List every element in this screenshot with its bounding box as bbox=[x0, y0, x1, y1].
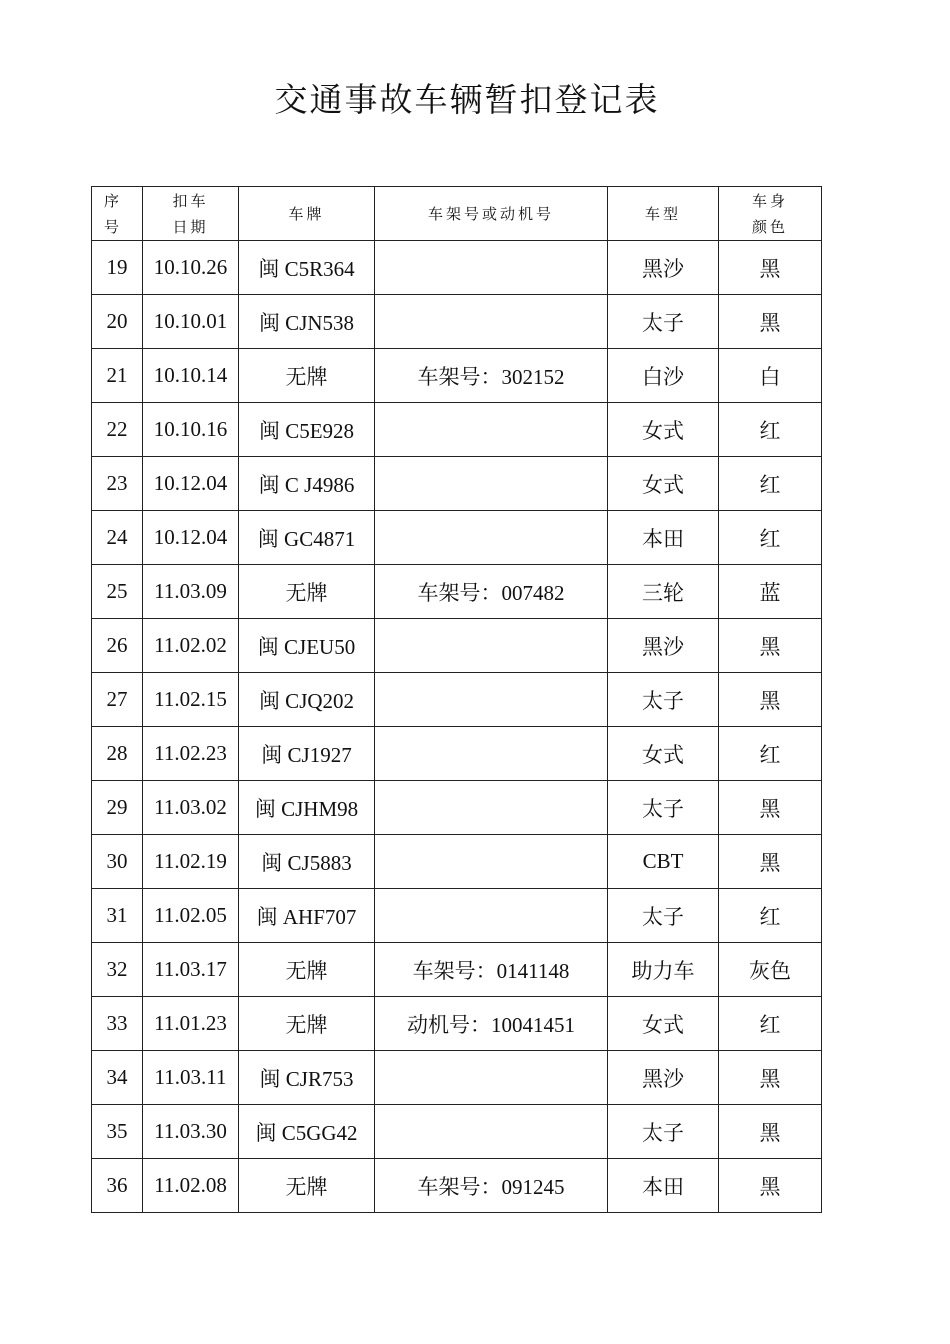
cell-model: 太子 bbox=[608, 889, 719, 943]
cell-color: 白 bbox=[719, 349, 822, 403]
page-title: 交通事故车辆暂扣登记表 bbox=[274, 80, 660, 119]
table-row bbox=[92, 1051, 822, 1105]
cell-no: 36 bbox=[92, 1159, 143, 1213]
table-row bbox=[92, 241, 822, 295]
cell-color: 黑 bbox=[719, 781, 822, 835]
cell-plate: 闽 C5E928 bbox=[239, 403, 375, 457]
cell-color: 蓝 bbox=[719, 565, 822, 619]
cell-model: 太子 bbox=[608, 781, 719, 835]
table-row bbox=[92, 835, 822, 889]
table-row bbox=[92, 727, 822, 781]
cell-date: 11.02.08 bbox=[143, 1159, 239, 1213]
table-row bbox=[92, 889, 822, 943]
vehicle-register-table bbox=[91, 186, 822, 1213]
cell-frame-engine bbox=[375, 673, 608, 727]
cell-frame-engine: 车架号：302152 bbox=[375, 349, 608, 403]
cell-plate: 闽 CJN538 bbox=[239, 295, 375, 349]
cell-frame-engine: 车架号：0141148 bbox=[375, 943, 608, 997]
cell-plate: 闽 CJ5883 bbox=[239, 835, 375, 889]
cell-color: 红 bbox=[719, 511, 822, 565]
cell-date: 10.10.01 bbox=[143, 295, 239, 349]
cell-color: 黑 bbox=[719, 1051, 822, 1105]
cell-frame-engine bbox=[375, 727, 608, 781]
cell-model: 女式 bbox=[608, 727, 719, 781]
cell-plate: 闽 C5R364 bbox=[239, 241, 375, 295]
cell-no: 24 bbox=[92, 511, 143, 565]
cell-no: 26 bbox=[92, 619, 143, 673]
cell-no: 20 bbox=[92, 295, 143, 349]
cell-color: 黑 bbox=[719, 835, 822, 889]
cell-model: 黑沙 bbox=[608, 1051, 719, 1105]
header-row bbox=[92, 187, 822, 241]
cell-date: 10.10.16 bbox=[143, 403, 239, 457]
cell-plate: 无牌 bbox=[239, 565, 375, 619]
cell-no: 28 bbox=[92, 727, 143, 781]
cell-color: 红 bbox=[719, 457, 822, 511]
cell-model: 太子 bbox=[608, 1105, 719, 1159]
cell-frame-engine bbox=[375, 403, 608, 457]
cell-date: 11.02.23 bbox=[143, 727, 239, 781]
cell-frame-engine: 车架号：007482 bbox=[375, 565, 608, 619]
header-model: 车型 bbox=[608, 187, 719, 241]
cell-plate: 闽 C5GG42 bbox=[239, 1105, 375, 1159]
cell-no: 21 bbox=[92, 349, 143, 403]
header-no: 序 号 bbox=[92, 187, 143, 241]
cell-date: 11.03.09 bbox=[143, 565, 239, 619]
header-color: 车身 颜色 bbox=[719, 187, 822, 241]
cell-model: 白沙 bbox=[608, 349, 719, 403]
cell-frame-engine bbox=[375, 1051, 608, 1105]
cell-no: 23 bbox=[92, 457, 143, 511]
cell-color: 黑 bbox=[719, 673, 822, 727]
cell-frame-engine bbox=[375, 295, 608, 349]
cell-frame-engine bbox=[375, 1105, 608, 1159]
header-date: 扣车 日期 bbox=[143, 187, 239, 241]
cell-date: 11.02.05 bbox=[143, 889, 239, 943]
cell-frame-engine bbox=[375, 889, 608, 943]
cell-no: 34 bbox=[92, 1051, 143, 1105]
cell-date: 11.03.11 bbox=[143, 1051, 239, 1105]
cell-color: 红 bbox=[719, 889, 822, 943]
cell-model: 太子 bbox=[608, 295, 719, 349]
table-row bbox=[92, 295, 822, 349]
cell-color: 黑 bbox=[719, 1105, 822, 1159]
cell-no: 32 bbox=[92, 943, 143, 997]
table-row bbox=[92, 943, 822, 997]
cell-frame-engine bbox=[375, 835, 608, 889]
cell-model: 黑沙 bbox=[608, 241, 719, 295]
cell-frame-engine: 动机号：10041451 bbox=[375, 997, 608, 1051]
table-row bbox=[92, 403, 822, 457]
cell-color: 红 bbox=[719, 403, 822, 457]
cell-date: 10.12.04 bbox=[143, 511, 239, 565]
cell-plate: 无牌 bbox=[239, 349, 375, 403]
cell-color: 黑 bbox=[719, 295, 822, 349]
cell-color: 黑 bbox=[719, 1159, 822, 1213]
table-row bbox=[92, 457, 822, 511]
cell-color: 黑 bbox=[719, 619, 822, 673]
cell-date: 11.03.02 bbox=[143, 781, 239, 835]
cell-plate: 闽 C J4986 bbox=[239, 457, 375, 511]
cell-no: 25 bbox=[92, 565, 143, 619]
cell-frame-engine: 车架号：091245 bbox=[375, 1159, 608, 1213]
table-row bbox=[92, 565, 822, 619]
cell-plate: 闽 AHF707 bbox=[239, 889, 375, 943]
cell-plate: 闽 GC4871 bbox=[239, 511, 375, 565]
cell-no: 30 bbox=[92, 835, 143, 889]
cell-frame-engine bbox=[375, 781, 608, 835]
cell-frame-engine bbox=[375, 241, 608, 295]
cell-plate: 无牌 bbox=[239, 997, 375, 1051]
cell-plate: 闽 CJR753 bbox=[239, 1051, 375, 1105]
cell-date: 11.02.19 bbox=[143, 835, 239, 889]
cell-plate: 无牌 bbox=[239, 943, 375, 997]
cell-model: 女式 bbox=[608, 997, 719, 1051]
cell-model: 三轮 bbox=[608, 565, 719, 619]
cell-frame-engine bbox=[375, 619, 608, 673]
register-body bbox=[92, 241, 822, 1213]
cell-no: 22 bbox=[92, 403, 143, 457]
table-row bbox=[92, 781, 822, 835]
cell-plate: 闽 CJHM98 bbox=[239, 781, 375, 835]
cell-no: 27 bbox=[92, 673, 143, 727]
cell-color: 红 bbox=[719, 997, 822, 1051]
cell-color: 红 bbox=[719, 727, 822, 781]
cell-frame-engine bbox=[375, 457, 608, 511]
cell-date: 10.12.04 bbox=[143, 457, 239, 511]
table-row bbox=[92, 619, 822, 673]
table-row bbox=[92, 997, 822, 1051]
cell-plate: 闽 CJ1927 bbox=[239, 727, 375, 781]
cell-plate: 闽 CJEU50 bbox=[239, 619, 375, 673]
cell-frame-engine bbox=[375, 511, 608, 565]
table-row bbox=[92, 511, 822, 565]
cell-model: 女式 bbox=[608, 403, 719, 457]
header-frame-engine: 车架号或动机号 bbox=[375, 187, 608, 241]
cell-date: 10.10.26 bbox=[143, 241, 239, 295]
cell-date: 11.01.23 bbox=[143, 997, 239, 1051]
cell-model: 黑沙 bbox=[608, 619, 719, 673]
cell-plate: 无牌 bbox=[239, 1159, 375, 1213]
table-row bbox=[92, 349, 822, 403]
cell-model: 助力车 bbox=[608, 943, 719, 997]
cell-no: 19 bbox=[92, 241, 143, 295]
cell-color: 灰色 bbox=[719, 943, 822, 997]
cell-model: 女式 bbox=[608, 457, 719, 511]
cell-date: 10.10.14 bbox=[143, 349, 239, 403]
table-row bbox=[92, 673, 822, 727]
cell-date: 11.03.17 bbox=[143, 943, 239, 997]
cell-no: 29 bbox=[92, 781, 143, 835]
cell-color: 黑 bbox=[719, 241, 822, 295]
cell-no: 31 bbox=[92, 889, 143, 943]
cell-model: 本田 bbox=[608, 511, 719, 565]
header-plate: 车牌 bbox=[239, 187, 375, 241]
table-row bbox=[92, 1159, 822, 1213]
cell-date: 11.03.30 bbox=[143, 1105, 239, 1159]
cell-model: CBT bbox=[608, 835, 719, 889]
cell-no: 35 bbox=[92, 1105, 143, 1159]
cell-plate: 闽 CJQ202 bbox=[239, 673, 375, 727]
cell-date: 11.02.02 bbox=[143, 619, 239, 673]
cell-no: 33 bbox=[92, 997, 143, 1051]
cell-model: 本田 bbox=[608, 1159, 719, 1213]
table-row bbox=[92, 1105, 822, 1159]
cell-model: 太子 bbox=[608, 673, 719, 727]
cell-date: 11.02.15 bbox=[143, 673, 239, 727]
